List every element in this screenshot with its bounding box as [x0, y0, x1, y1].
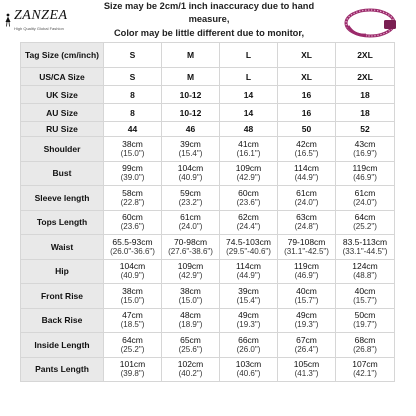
value-cm: 64cm	[122, 334, 143, 345]
notice-line-1: Size may be 2cm/1 inch inaccuracy due to hand measure,	[103, 1, 315, 25]
value-cm: 59cm	[180, 187, 201, 198]
table-row	[21, 333, 395, 358]
brand-tagline: High Quality Global Fashion	[14, 26, 64, 31]
measurement-cell	[220, 284, 278, 309]
value-inch: (48.8")	[353, 271, 377, 281]
measurement-cell	[278, 137, 336, 162]
value-inch: (46.9")	[294, 271, 319, 281]
value-cm: 61cm	[296, 187, 317, 198]
table-row	[21, 235, 395, 260]
brand-logo	[14, 6, 94, 36]
value-inch: (31.1"-42.5")	[284, 246, 329, 256]
value-inch: (39.0")	[120, 173, 145, 183]
size-cell: 8	[104, 86, 162, 104]
measurement-cell	[278, 259, 336, 284]
value-cm: 79-108cm	[287, 236, 326, 247]
row-label: Front Rise	[21, 284, 104, 309]
measurement-cell	[220, 210, 278, 235]
measurement-cell	[220, 333, 278, 358]
table-row	[21, 308, 395, 333]
value-cm: 114cm	[236, 261, 261, 272]
row-label: Shoulder	[21, 137, 104, 162]
measurement-cell	[336, 161, 395, 186]
value-cm: 60cm	[122, 212, 143, 223]
measurement-cell	[220, 357, 278, 382]
measurement-cell	[336, 210, 395, 235]
row-label: Tops Length	[21, 210, 104, 235]
size-header-xl: XL	[278, 43, 336, 68]
measurement-cell	[162, 308, 220, 333]
measurement-cell	[104, 357, 162, 382]
value-cm: 65.5-93cm	[112, 236, 153, 247]
size-cell: 8	[104, 104, 162, 122]
measurement-cell	[336, 357, 395, 382]
value-inch: (18.5")	[120, 320, 145, 330]
value-cm: 99cm	[122, 163, 143, 174]
value-inch: (25.6")	[178, 344, 203, 354]
value-inch: (40.9")	[120, 271, 145, 281]
value-inch: (26.4")	[294, 344, 319, 354]
value-inch: (26.0"-36.6")	[110, 246, 155, 256]
value-cm: 66cm	[238, 334, 259, 345]
measurement-cell	[278, 308, 336, 333]
measurement-cell	[336, 308, 395, 333]
row-label: RU Size	[21, 122, 104, 137]
value-inch: (15.0")	[178, 295, 203, 305]
table-row	[21, 210, 395, 235]
measurement-cell	[220, 137, 278, 162]
measurement-cell	[104, 259, 162, 284]
size-cell: 14	[220, 104, 278, 122]
value-inch: (15.4")	[236, 295, 261, 305]
value-cm: 62cm	[238, 212, 259, 223]
value-cm: 68cm	[354, 334, 376, 345]
value-inch: (19.3")	[236, 320, 261, 330]
table-row	[21, 186, 395, 211]
fashion-figure-icon	[4, 13, 12, 27]
measurement-cell	[278, 357, 336, 382]
measuring-tape-icon	[340, 6, 400, 40]
value-inch: (40.9")	[178, 173, 203, 183]
value-cm: 38cm	[122, 285, 143, 296]
table-row	[21, 161, 395, 186]
value-cm: 109cm	[177, 261, 204, 272]
value-inch: (42.1")	[353, 369, 377, 379]
value-inch: (23.6")	[120, 222, 145, 232]
measurement-cell	[336, 284, 395, 309]
row-label: Sleeve length	[21, 186, 104, 211]
value-cm: 109cm	[235, 163, 262, 174]
measurement-cell	[336, 333, 395, 358]
value-cm: 70-98cm	[173, 236, 208, 247]
table-row	[21, 122, 395, 137]
value-inch: (15.7")	[353, 295, 377, 305]
size-cell: 50	[278, 122, 336, 137]
value-cm: 63cm	[296, 212, 317, 223]
measurement-cell	[220, 161, 278, 186]
value-cm: 104cm	[177, 163, 204, 174]
value-cm: 103cm	[235, 359, 262, 370]
measurement-cell	[220, 235, 278, 260]
value-cm: 40cm	[354, 285, 376, 296]
value-inch: (18.9")	[178, 320, 203, 330]
row-label-tag-size: Tag Size (cm/inch)	[21, 43, 104, 68]
size-cell: 46	[162, 122, 220, 137]
header	[0, 0, 416, 42]
value-inch: (15.0")	[120, 148, 145, 158]
table-row	[21, 357, 395, 382]
value-inch: (26.0")	[236, 344, 261, 354]
size-cell: 14	[220, 86, 278, 104]
value-cm: 42cm	[296, 138, 317, 149]
value-cm: 49cm	[296, 310, 317, 321]
value-inch: (44.9")	[236, 271, 261, 281]
notice-line-2: Color may be little different due to monitor,	[113, 27, 305, 38]
measurement-cell	[104, 137, 162, 162]
value-cm: 58cm	[122, 187, 143, 198]
value-cm: 114cm	[294, 163, 319, 174]
value-cm: 119cm	[294, 261, 319, 272]
size-cell: 52	[336, 122, 395, 137]
value-cm: 38cm	[122, 138, 143, 149]
table-header-row	[21, 43, 395, 68]
value-inch: (15.4")	[178, 148, 203, 158]
value-inch: (24.0")	[178, 222, 203, 232]
value-cm: 47cm	[122, 310, 143, 321]
measurement-cell	[336, 235, 395, 260]
size-header-l: L	[220, 43, 278, 68]
value-cm: 102cm	[177, 359, 204, 370]
value-cm: 101cm	[119, 359, 146, 370]
value-cm: 48cm	[180, 310, 201, 321]
size-header-m: M	[162, 43, 220, 68]
value-inch: (44.9")	[294, 173, 319, 183]
value-cm: 74.5-103cm	[226, 236, 271, 247]
value-inch: (15.0")	[120, 295, 145, 305]
table-row	[21, 104, 395, 122]
value-cm: 83.5-113cm	[342, 236, 388, 247]
measurement-cell	[104, 161, 162, 186]
size-cell: 10-12	[162, 104, 220, 122]
size-cell: 44	[104, 122, 162, 137]
value-inch: (39.8")	[120, 369, 145, 379]
measurement-cell	[220, 186, 278, 211]
value-inch: (33.1"-44.5")	[342, 246, 388, 256]
measurement-cell	[162, 284, 220, 309]
value-cm: 65cm	[180, 334, 201, 345]
size-cell: 18	[336, 86, 395, 104]
table-row	[21, 259, 395, 284]
row-label: Waist	[21, 235, 104, 260]
measurement-cell	[278, 210, 336, 235]
value-inch: (42.9")	[178, 271, 203, 281]
value-cm: 124cm	[352, 261, 378, 272]
value-cm: 41cm	[238, 138, 259, 149]
size-cell: XL	[278, 68, 336, 86]
measurement-cell	[336, 137, 395, 162]
size-header-s: S	[104, 43, 162, 68]
row-label: Back Rise	[21, 308, 104, 333]
measurement-cell	[104, 284, 162, 309]
measurement-cell	[162, 259, 220, 284]
measurement-cell	[278, 161, 336, 186]
value-inch: (40.6")	[236, 369, 261, 379]
value-inch: (29.5"-40.6")	[226, 246, 271, 256]
measurement-cell	[104, 235, 162, 260]
measurement-cell	[336, 186, 395, 211]
size-cell: 16	[278, 86, 336, 104]
row-label: Hip	[21, 259, 104, 284]
value-cm: 49cm	[238, 310, 259, 321]
row-label: US/CA Size	[21, 68, 104, 86]
measurement-cell	[162, 210, 220, 235]
value-cm: 38cm	[180, 285, 201, 296]
measurement-cell	[162, 137, 220, 162]
value-inch: (15.7")	[294, 295, 319, 305]
value-cm: 61cm	[180, 212, 201, 223]
value-cm: 39cm	[180, 138, 201, 149]
table-row	[21, 137, 395, 162]
measurement-cell	[278, 333, 336, 358]
value-inch: (46.9")	[353, 173, 377, 183]
value-cm: 50cm	[354, 310, 376, 321]
value-inch: (16.1")	[236, 148, 261, 158]
measurement-cell	[162, 186, 220, 211]
size-cell: 48	[220, 122, 278, 137]
size-cell: 16	[278, 104, 336, 122]
value-cm: 39cm	[238, 285, 259, 296]
value-cm: 107cm	[352, 359, 378, 370]
value-inch: (22.8")	[120, 197, 145, 207]
row-label: Pants Length	[21, 357, 104, 382]
value-cm: 104cm	[119, 261, 146, 272]
measurement-cell	[104, 308, 162, 333]
measurement-cell	[162, 235, 220, 260]
value-inch: (25.2")	[353, 222, 377, 232]
size-chart-table	[20, 42, 395, 382]
value-cm: 61cm	[354, 187, 376, 198]
value-inch: (26.8")	[353, 344, 377, 354]
value-inch: (41.3")	[294, 369, 319, 379]
value-inch: (24.4")	[236, 222, 261, 232]
measurement-cell	[104, 210, 162, 235]
value-inch: (16.5")	[294, 148, 319, 158]
measurement-cell	[278, 284, 336, 309]
measurement-cell	[162, 333, 220, 358]
value-cm: 119cm	[352, 163, 378, 174]
value-cm: 43cm	[354, 138, 376, 149]
size-cell: M	[162, 68, 220, 86]
row-label: Bust	[21, 161, 104, 186]
value-cm: 105cm	[293, 359, 320, 370]
value-inch: (40.2")	[178, 369, 203, 379]
table-row	[21, 86, 395, 104]
size-chart-body	[21, 43, 395, 382]
measurement-cell	[220, 308, 278, 333]
value-inch: (24.0")	[353, 197, 377, 207]
table-row	[21, 68, 395, 86]
measurement-cell	[336, 259, 395, 284]
measurement-cell	[220, 259, 278, 284]
measurement-cell	[104, 333, 162, 358]
size-cell: 18	[336, 104, 395, 122]
value-cm: 60cm	[238, 187, 259, 198]
row-label: UK Size	[21, 86, 104, 104]
table-row	[21, 284, 395, 309]
value-inch: (19.3")	[294, 320, 319, 330]
value-inch: (19.7")	[353, 320, 377, 330]
size-cell: 10-12	[162, 86, 220, 104]
value-inch: (23.2")	[178, 197, 203, 207]
size-cell: S	[104, 68, 162, 86]
value-cm: 64cm	[354, 212, 376, 223]
measurement-cell	[278, 235, 336, 260]
value-inch: (24.0")	[294, 197, 319, 207]
value-cm: 67cm	[296, 334, 317, 345]
value-inch: (25.2")	[120, 344, 145, 354]
measurement-cell	[162, 357, 220, 382]
value-inch: (16.9")	[353, 148, 377, 158]
value-inch: (27.6"-38.6")	[168, 246, 213, 256]
size-cell: 2XL	[336, 68, 395, 86]
value-cm: 40cm	[296, 285, 317, 296]
measurement-cell	[278, 186, 336, 211]
measurement-cell	[104, 186, 162, 211]
value-inch: (42.9")	[236, 173, 261, 183]
row-label: AU Size	[21, 104, 104, 122]
size-cell: L	[220, 68, 278, 86]
row-label: Inside Length	[21, 333, 104, 358]
size-header-2xl: 2XL	[336, 43, 395, 68]
measurement-cell	[162, 161, 220, 186]
brand-name: ZANZEA	[14, 8, 68, 23]
value-inch: (24.8")	[294, 222, 319, 232]
value-inch: (23.6")	[236, 197, 261, 207]
